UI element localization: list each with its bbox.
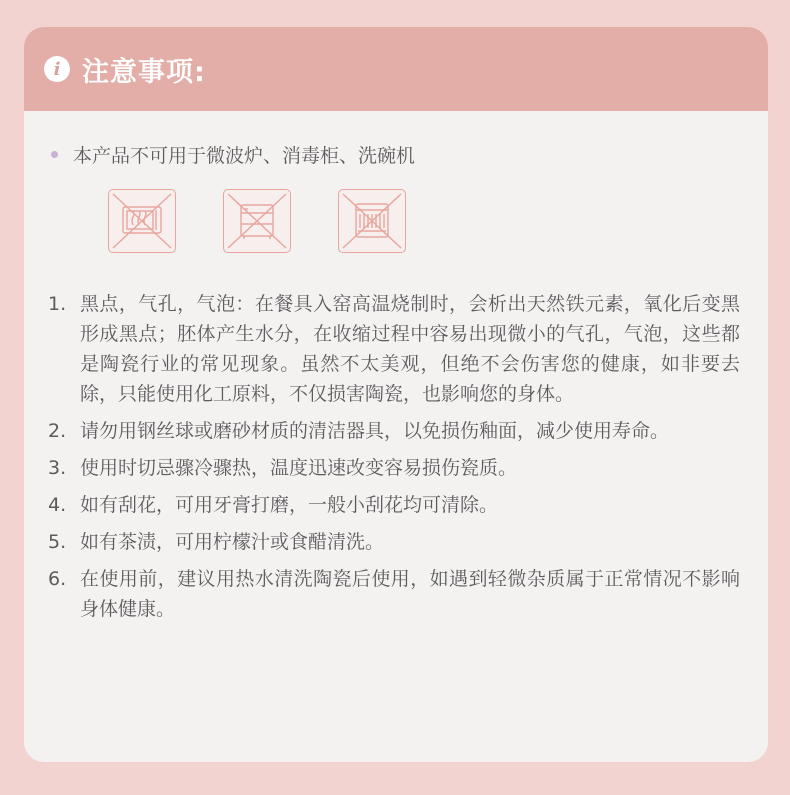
list-item <box>48 453 740 483</box>
item-text: 如有茶渍，可用柠檬汁或食醋清洗。 <box>80 531 385 553</box>
list-item <box>48 564 740 624</box>
page-title: 注意事项: <box>82 56 206 88</box>
item-number: 2. <box>48 420 67 442</box>
item-number: 4. <box>48 494 67 516</box>
item-number: 6. <box>48 568 67 590</box>
microwave-prohibited-icon <box>108 189 176 253</box>
prohibited-icons <box>108 189 740 253</box>
item-text: 黑点，气孔，气泡：在餐具入窑高温烧制时，会析出天然铁元素，氧化后变黑形成黑点；胚体产生水分，在收缩过程中容易出现微小的气孔，气泡，这些都是陶瓷行业的常见现象。虽然不太美观，但绝不会伤害您的健康，如非要去除，只能使用化工原料，不仅损害陶瓷，也影响您的身体。 <box>80 293 740 405</box>
list-item <box>48 416 740 446</box>
notice-card <box>24 27 768 762</box>
list-item <box>48 490 740 520</box>
sterilizer-prohibited-icon <box>223 189 291 253</box>
list-item <box>48 289 740 409</box>
item-text: 请勿用钢丝球或磨砂材质的清洁器具，以免损伤釉面，减少使用寿命。 <box>80 420 670 442</box>
item-number: 3. <box>48 457 67 479</box>
usage-warning <box>48 141 740 168</box>
care-instructions-list <box>48 289 740 624</box>
item-number: 1. <box>48 293 67 315</box>
item-text: 使用时切忌骤冷骤热，温度迅速改变容易损伤瓷质。 <box>80 457 518 479</box>
dishwasher-prohibited-icon <box>338 189 406 253</box>
usage-warning-text: 本产品不可用于微波炉、消毒柜、洗碗机 <box>73 145 416 167</box>
item-number: 5. <box>48 531 67 553</box>
item-text: 如有刮花，可用牙膏打磨，一般小刮花均可清除。 <box>80 494 499 516</box>
list-item <box>48 527 740 557</box>
card-content <box>24 111 768 624</box>
item-text: 在使用前，建议用热水清洗陶瓷后使用，如遇到轻微杂质属于正常情况不影响身体健康。 <box>80 568 740 620</box>
card-header <box>24 27 768 111</box>
info-icon: i <box>44 56 70 82</box>
bullet-dot <box>51 151 58 158</box>
